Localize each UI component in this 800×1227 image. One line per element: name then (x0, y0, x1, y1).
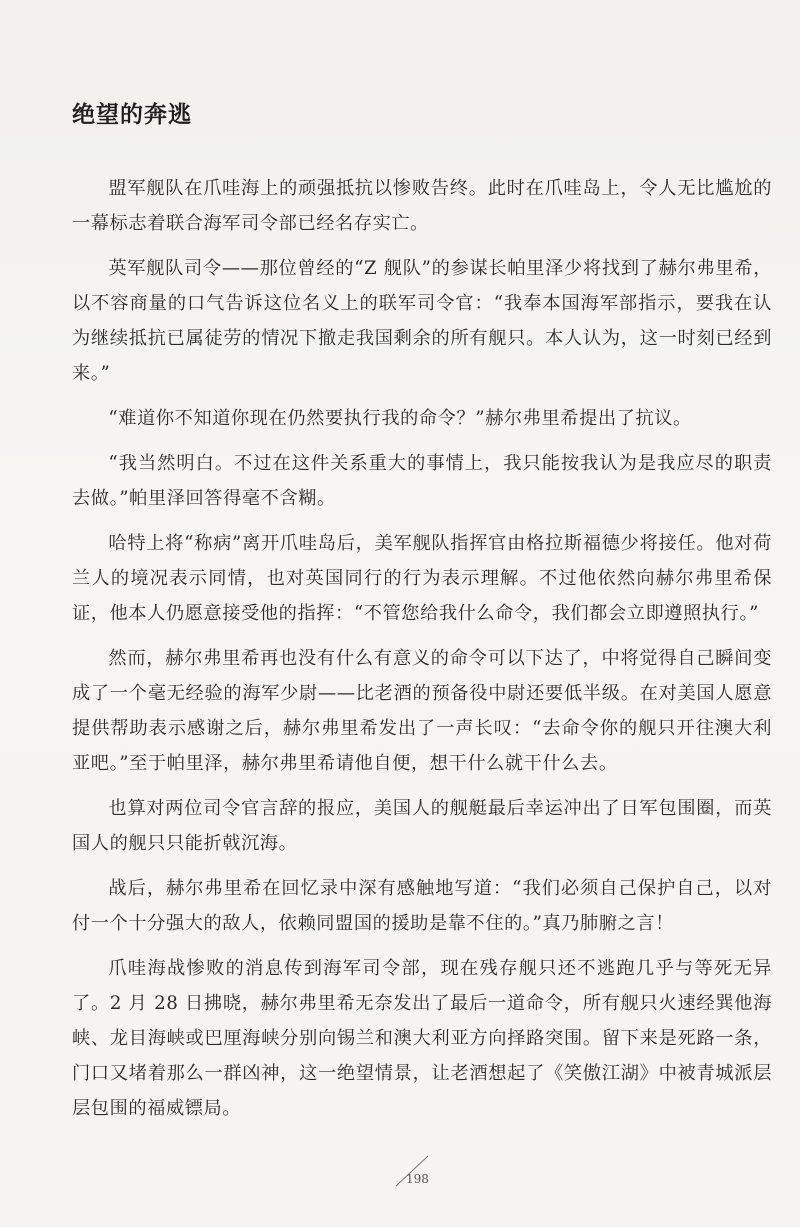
paragraph: 战后，赫尔弗里希在回忆录中深有感触地写道：“我们必须自己保护自己，以对付一个十分强大的敌人，依赖同盟国的援助是靠不住的。”真乃肺腑之言！ (72, 878, 772, 934)
page-number: 198 (406, 1172, 429, 1186)
paragraph: 然而，赫尔弗里希再也没有什么有意义的命令可以下达了，中将觉得自己瞬间变成了一个毫无经验的海军少尉——比老酒的预备役中尉还要低半级。在对美国人愿意提供帮助表示感谢之后，赫尔弗里希发出了一声长叹：“去命令你的舰只开往澳大利亚吧。”至于帕里泽，赫尔弗里希请他自便，想干什么就干什么去。 (72, 648, 772, 774)
paragraph: 盟军舰队在爪哇海上的顽强抵抗以惨败告终。此时在爪哇岛上，令人无比尴尬的一幕标志着联合海军司令部已经名存实亡。 (72, 178, 772, 234)
paragraph: 爪哇海战惨败的消息传到海军司令部，现在残存舰只还不逃跑几乎与等死无异了。2 月 28 日拂晓，赫尔弗里希无奈发出了最后一道命令，所有舰只火速经巽他海峡、龙目海峡或巴厘海峡分别向锡兰和澳大利亚方向择路突围。留下来是死路一条，门口又堵着那么一群凶神，这一绝望情景，让老酒想起了《笑傲江湖》中被青城派层层包围的福威镖局。 (72, 958, 772, 1119)
paragraph: “难道你不知道你现在仍然要执行我的命令？”赫尔弗里希提出了抗议。 (108, 408, 692, 429)
folio (388, 1152, 438, 1198)
body-text (72, 171, 772, 1136)
paragraph: 英军舰队司令——那位曾经的“Z 舰队”的参谋长帕里泽少将找到了赫尔弗里希，以不容商量的口气告诉这位名义上的联军司令官：“我奉本国海军部指示，要我在认为继续抵抗已属徒劳的情况下撤走我国剩余的所有舰只。本人认为，这一时刻已经到来。” (72, 258, 772, 384)
paragraph: 哈特上将“称病”离开爪哇岛后，美军舰队指挥官由格拉斯福德少将接任。他对荷兰人的境况表示同情，也对英国同行的行为表示理解。不过他依然向赫尔弗里希保证，他本人仍愿意接受他的指挥：“不管您给我什么命令，我们都会立即遵照执行。” (72, 533, 772, 624)
paragraph: “我当然明白。不过在这件关系重大的事情上，我只能按我认为是我应尽的职责去做。”帕里泽回答得毫不含糊。 (72, 453, 772, 509)
page-title: 绝望的奔逃 (72, 102, 192, 128)
paragraph: 也算对两位司令官言辞的报应，美国人的舰艇最后幸运冲出了日军包围圈，而英国人的舰只只能折戟沉海。 (72, 798, 772, 854)
